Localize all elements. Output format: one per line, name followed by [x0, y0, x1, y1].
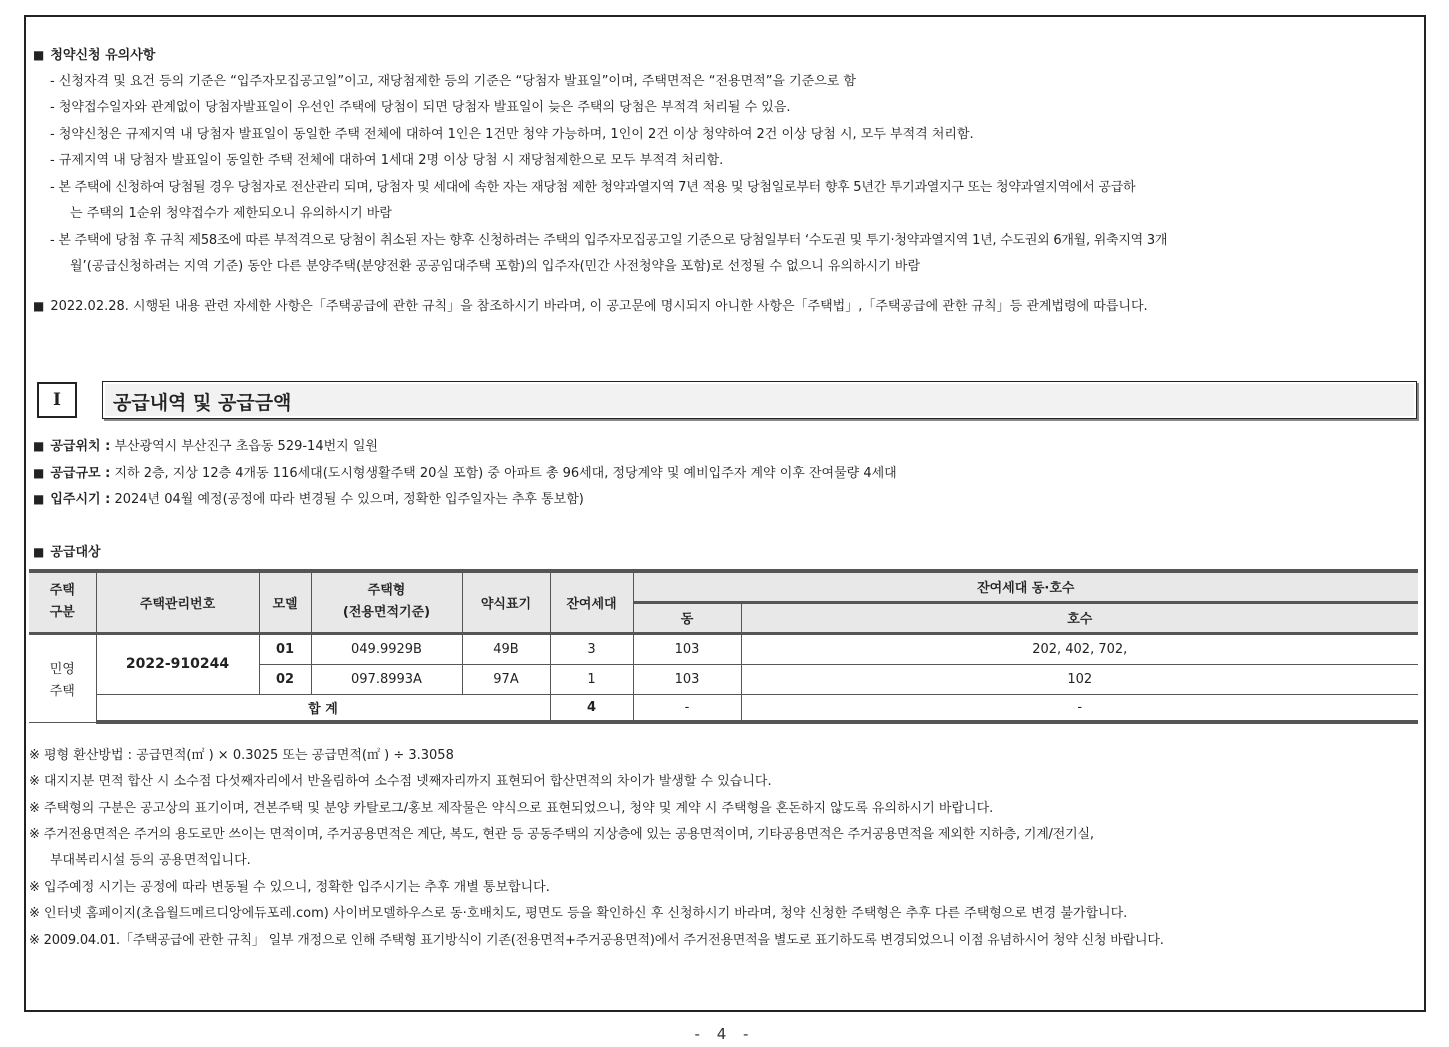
notice-bullet-cont: 는 주택의 1순위 청약접수가 제한되오니 유의하시기 바람: [70, 206, 392, 221]
notice-bullet-cont: 월’(공급신청하려는 지역 기준) 동안 다른 분양주택(분양전환 공공임대주택 포함)의 입주자(민간 사전청약을 포함)로 선정될 수 없으니 유의하시기 바람: [70, 259, 921, 274]
cell-ho: 102: [741, 664, 1418, 694]
cell-ho: 202, 402, 702,: [741, 633, 1418, 664]
notice-bullet: - 본 주택에 신청하여 당첨될 경우 당첨자로 전산관리 되며, 당첨자 및 세대에 속한 자는 재당첨 제한 청약과열지역 7년 적용 및 당첨일로부터 향후 5년간 투기과열지구 또는 청약과열지역에서 공급하: [50, 180, 1136, 195]
cell-model: 01: [259, 633, 311, 664]
cell-model: 02: [259, 664, 311, 694]
table-row: [29, 633, 1418, 664]
info-value: 2024년 04월 예정(공정에 따라 변경될 수 있으며, 정확한 입주일자는 추후 통보함): [114, 492, 584, 507]
cell-total-dong: -: [633, 694, 741, 722]
notice-bullet: - 본 주택에 당첨 후 규칙 제58조에 따른 부적격으로 당첨이 취소된 자는 향후 신청하려는 주택의 입주자모집공고일 기준으로 당첨일부터 ‘수도권 및 투기·청약과열지역 1년, 수도권외 6개월, 위축지역 3개: [50, 233, 1168, 248]
info-label: 공급규모 :: [50, 466, 111, 481]
notice-heading: ■ 청약신청 유의사항: [33, 48, 156, 63]
notice-heading-text: 청약신청 유의사항: [50, 48, 156, 63]
cell-housing: 049.9929B: [311, 633, 462, 664]
table-heading-text: 공급대상: [50, 545, 101, 560]
header-mgmt-no: 주택관리번호: [96, 571, 259, 633]
header-ho: 호수: [741, 602, 1418, 633]
info-move-in: ■ 입주시기 : 2024년 04월 예정(공정에 따라 변경될 수 있으며, 정확한 입주일자는 추후 통보함): [33, 492, 584, 507]
info-label: 입주시기 :: [50, 492, 111, 507]
info-value: 부산광역시 부산진구 초읍동 529-14번지 일원: [114, 439, 378, 454]
note-line: ※ 대지지분 면적 합산 시 소수점 다섯째자리에서 반올림하여 소수점 넷째자리까지 표현되어 합산면적의 차이가 발생할 수 있습니다.: [29, 774, 772, 789]
cell-total-label: 합 계: [96, 694, 550, 722]
cell-type: 민영 주택: [29, 633, 96, 722]
reference-text: 2022.02.28. 시행된 내용 관련 자세한 사항은「주택공급에 관한 규칙」을 참조하시기 바라며, 이 공고문에 명시되지 아니한 사항은「주택법」,「주택공급에 관한 규칙」등 관계법령에 따릅니다.: [50, 299, 1148, 314]
header-model: 모델: [259, 571, 311, 633]
header-short: 약식표기: [462, 571, 550, 633]
header-remaining: 잔여세대: [550, 571, 633, 633]
info-location: ■ 공급위치 : 부산광역시 부산진구 초읍동 529-14번지 일원: [33, 439, 378, 454]
note-line: ※ 입주예정 시기는 공정에 따라 변동될 수 있으니, 정확한 입주시기는 추후 개별 통보합니다.: [29, 880, 550, 895]
notice-bullet: - 신청자격 및 요건 등의 기준은 “입주자모집공고일”이고, 재당첨제한 등의 기준은 “당첨자 발표일”이며, 주택면적은 “전용면적”을 기준으로 함: [50, 74, 857, 89]
cell-short: 49B: [462, 633, 550, 664]
cell-total-remaining: 4: [550, 694, 633, 722]
section-title-box: [102, 381, 1417, 419]
note-line: ※ 인터넷 홈페이지(초읍월드메르디앙에듀포레.com) 사이버모델하우스로 동·호배치도, 평면도 등을 확인하신 후 신청하시기 바라며, 청약 신청한 주택형은 추후 다른 주택형으로 변경 불가합니다.: [29, 906, 1128, 921]
note-line: ※ 주택형의 구분은 공고상의 표기이며, 견본주택 및 분양 카탈로그/홍보 제작물은 약식으로 표현되었으니, 청약 및 계약 시 주택형을 혼돈하지 않도록 유의하시기 바랍니다.: [29, 801, 994, 816]
cell-dong: 103: [633, 633, 741, 664]
cell-remaining: 3: [550, 633, 633, 664]
cell-total-ho: -: [741, 694, 1418, 722]
cell-short: 97A: [462, 664, 550, 694]
info-value: 지하 2층, 지상 12층 4개동 116세대(도시형생활주택 20실 포함) 중 아파트 총 96세대, 정당계약 및 예비입주자 계약 이후 잔여물량 4세대: [114, 466, 897, 481]
cell-remaining: 1: [550, 664, 633, 694]
notice-bullet: - 청약신청은 규제지역 내 당첨자 발표일이 동일한 주택 전체에 대하여 1인은 1건만 청약 가능하며, 1인이 2건 이상 청약하여 2건 이상 당첨 시, 모두 부적격 처리함.: [50, 127, 974, 142]
header-housing-type: 주택형 (전용면적기준): [311, 571, 462, 633]
cell-housing: 097.8993A: [311, 664, 462, 694]
header-units-group: 잔여세대 동·호수: [633, 571, 1418, 602]
header-type: 주택 구분: [29, 571, 96, 633]
info-scale: ■ 공급규모 : 지하 2층, 지상 12층 4개동 116세대(도시형생활주택 20실 포함) 중 아파트 총 96세대, 정당계약 및 예비입주자 계약 이후 잔여물량 4세대: [33, 466, 897, 481]
table-total-row: [29, 694, 1418, 722]
note-line-cont: 부대복리시설 등의 공용면적입니다.: [50, 853, 251, 868]
section-number: I: [37, 382, 77, 418]
note-line: ※ 2009.04.01.「주택공급에 관한 규칙」 일부 개정으로 인해 주택형 표기방식이 기존(전용면적+주거공용면적)에서 주거전용면적을 별도로 표기하도록 변경되었으니 이점 유념하시어 청약 신청 바랍니다.: [29, 933, 1164, 948]
page-number: - 4 -: [694, 1025, 755, 1043]
header-dong: 동: [633, 602, 741, 633]
note-line: ※ 평형 환산방법 : 공급면적(㎡ ) × 0.3025 또는 공급면적(㎡ ) ÷ 3.3058: [29, 748, 454, 763]
supply-table: [29, 569, 1418, 724]
cell-mgmt-no: 2022-910244: [96, 633, 259, 694]
notice-bullet: - 규제지역 내 당첨자 발표일이 동일한 주택 전체에 대하여 1세대 2명 이상 당첨 시 재당첨제한으로 모두 부적격 처리함.: [50, 153, 724, 168]
notice-bullet: - 청약접수일자와 관계없이 당첨자발표일이 우선인 주택에 당첨이 되면 당첨자 발표일이 늦은 주택의 당첨은 부적격 처리될 수 있음.: [50, 100, 791, 115]
table-heading: ■ 공급대상: [33, 545, 101, 560]
cell-dong: 103: [633, 664, 741, 694]
reference-note: ■ 2022.02.28. 시행된 내용 관련 자세한 사항은「주택공급에 관한 규칙」을 참조하시기 바라며, 이 공고문에 명시되지 아니한 사항은「주택법」,「주택공급에 관한 규칙」등 관계법령에 따릅니다.: [33, 299, 1148, 314]
section-title: 공급내역 및 공급금액: [113, 392, 292, 414]
info-label: 공급위치 :: [50, 439, 111, 454]
note-line: ※ 주거전용면적은 주거의 용도로만 쓰이는 면적이며, 주거공용면적은 계단, 복도, 현관 등 공동주택의 지상층에 있는 공용면적이며, 기타공용면적은 주거공용면적을 제외한 지하층, 기계/전기실,: [29, 827, 1094, 842]
